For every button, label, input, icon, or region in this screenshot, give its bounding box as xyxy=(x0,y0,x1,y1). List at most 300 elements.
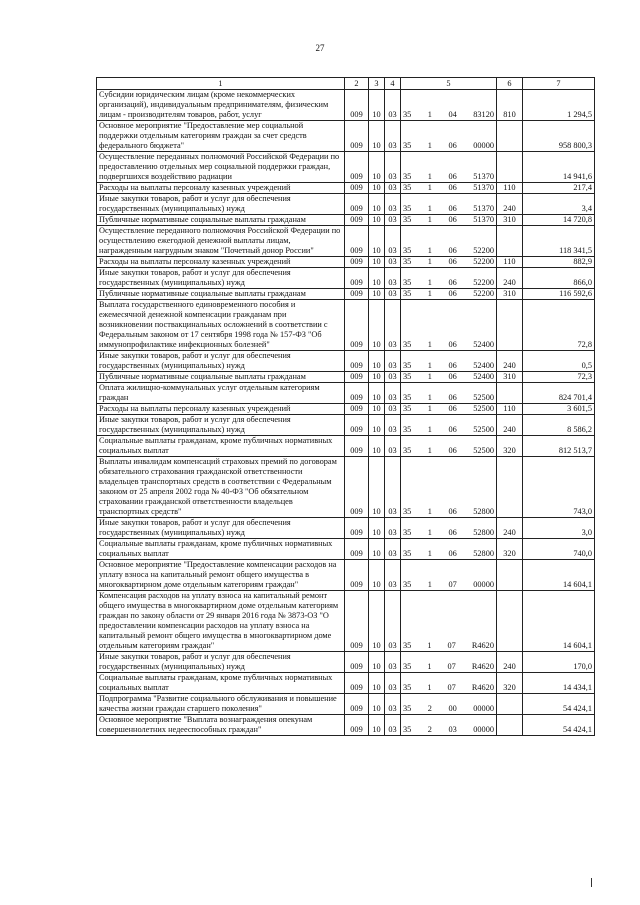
target-code-part: 35 xyxy=(403,393,412,402)
amount-cell: 116 592,6 xyxy=(523,289,595,300)
code-cell-target xyxy=(401,351,497,372)
target-code-part: 2 xyxy=(427,725,432,734)
target-code-part: 1 xyxy=(427,549,432,558)
code-cell-admin: 009 xyxy=(345,560,369,591)
target-code-part: 06 xyxy=(448,425,457,434)
table-row xyxy=(97,268,595,289)
target-code-part: 51370 xyxy=(473,172,494,181)
row-name-cell: Подпрограмма "Развитие социального обслуживания и повышение качества жизни граждан старшего поколения" xyxy=(97,694,345,715)
target-code-part: 1 xyxy=(427,372,432,381)
code-cell-subsection: 03 xyxy=(385,591,401,652)
code-cell-section: 10 xyxy=(369,457,385,518)
column-header: 4 xyxy=(385,78,401,90)
target-code-part: 35 xyxy=(403,528,412,537)
row-name-cell: Основное мероприятие "Выплата вознаграждения опекунам совершеннолетних недееспособных граждан" xyxy=(97,715,345,736)
code-cell-expense-type: 240 xyxy=(497,652,523,673)
row-name-cell: Иные закупки товаров, работ и услуг для обеспечения государственных (муниципальных) нужд xyxy=(97,268,345,289)
row-name-cell: Расходы на выплаты персоналу казенных учреждений xyxy=(97,404,345,415)
code-cell-expense-type xyxy=(497,152,523,183)
code-cell-section: 10 xyxy=(369,415,385,436)
code-cell-target xyxy=(401,226,497,257)
target-code-part: 35 xyxy=(403,580,412,589)
target-code-part: 52500 xyxy=(473,404,494,413)
target-code-part: 1 xyxy=(427,425,432,434)
table-row xyxy=(97,300,595,351)
target-code-part: 35 xyxy=(403,361,412,370)
row-name-cell: Иные закупки товаров, работ и услуг для обеспечения государственных (муниципальных) нужд xyxy=(97,652,345,673)
target-code-parts xyxy=(403,507,494,517)
amount-cell: 824 701,4 xyxy=(523,383,595,404)
code-cell-target xyxy=(401,183,497,194)
code-cell-expense-type: 110 xyxy=(497,404,523,415)
target-code-part: 06 xyxy=(448,289,457,298)
column-header: 3 xyxy=(369,78,385,90)
code-cell-admin: 009 xyxy=(345,121,369,152)
table-row xyxy=(97,289,595,300)
target-code-part: 35 xyxy=(403,246,412,255)
code-cell-subsection: 03 xyxy=(385,121,401,152)
code-cell-subsection: 03 xyxy=(385,152,401,183)
amount-cell: 14 434,1 xyxy=(523,673,595,694)
target-code-part: 35 xyxy=(403,141,412,150)
target-code-part: R4620 xyxy=(471,683,494,692)
target-code-part: 35 xyxy=(403,704,412,713)
code-cell-expense-type: 110 xyxy=(497,257,523,268)
table-header-row xyxy=(97,78,595,90)
code-cell-section: 10 xyxy=(369,518,385,539)
code-cell-section: 10 xyxy=(369,183,385,194)
code-cell-subsection: 03 xyxy=(385,560,401,591)
target-code-part: 06 xyxy=(448,215,457,224)
row-name-cell: Иные закупки товаров, работ и услуг для обеспечения государственных (муниципальных) нужд xyxy=(97,415,345,436)
code-cell-admin: 009 xyxy=(345,652,369,673)
code-cell-admin: 009 xyxy=(345,183,369,194)
code-cell-expense-type: 110 xyxy=(497,183,523,194)
target-code-part: 1 xyxy=(427,662,432,671)
table-row xyxy=(97,694,595,715)
code-cell-expense-type xyxy=(497,694,523,715)
page-edge-mark xyxy=(591,878,592,887)
code-cell-target xyxy=(401,652,497,673)
target-code-part: 1 xyxy=(427,641,432,650)
code-cell-subsection: 03 xyxy=(385,518,401,539)
target-code-parts xyxy=(403,528,494,538)
target-code-part: 35 xyxy=(403,183,412,192)
target-code-part: 00000 xyxy=(473,704,494,713)
target-code-part: 00000 xyxy=(473,580,494,589)
target-code-parts xyxy=(403,662,494,672)
amount-cell: 740,0 xyxy=(523,539,595,560)
target-code-part: 1 xyxy=(427,580,432,589)
code-cell-target xyxy=(401,560,497,591)
target-code-parts xyxy=(403,278,494,288)
target-code-part: 1 xyxy=(427,404,432,413)
target-code-part: 1 xyxy=(427,141,432,150)
code-cell-section: 10 xyxy=(369,300,385,351)
code-cell-section: 10 xyxy=(369,715,385,736)
code-cell-admin: 009 xyxy=(345,715,369,736)
target-code-parts xyxy=(403,446,494,456)
amount-cell: 14 604,1 xyxy=(523,591,595,652)
table-row xyxy=(97,90,595,121)
code-cell-subsection: 03 xyxy=(385,194,401,215)
target-code-part: 35 xyxy=(403,507,412,516)
target-code-part: 51370 xyxy=(473,215,494,224)
code-cell-admin: 009 xyxy=(345,289,369,300)
code-cell-expense-type: 310 xyxy=(497,372,523,383)
target-code-part: 35 xyxy=(403,683,412,692)
code-cell-target xyxy=(401,289,497,300)
target-code-part: 1 xyxy=(427,361,432,370)
code-cell-target xyxy=(401,694,497,715)
target-code-part: 52500 xyxy=(473,425,494,434)
code-cell-subsection: 03 xyxy=(385,715,401,736)
target-code-part: 1 xyxy=(427,340,432,349)
code-cell-target xyxy=(401,215,497,226)
amount-cell: 3,4 xyxy=(523,194,595,215)
target-code-part: 06 xyxy=(448,246,457,255)
target-code-part: 35 xyxy=(403,446,412,455)
target-code-part: 00 xyxy=(448,704,457,713)
code-cell-target xyxy=(401,715,497,736)
code-cell-expense-type: 240 xyxy=(497,268,523,289)
amount-cell: 217,4 xyxy=(523,183,595,194)
code-cell-section: 10 xyxy=(369,257,385,268)
target-code-part: 1 xyxy=(427,393,432,402)
code-cell-subsection: 03 xyxy=(385,415,401,436)
target-code-part: 06 xyxy=(448,278,457,287)
amount-cell: 958 800,3 xyxy=(523,121,595,152)
column-header: 7 xyxy=(523,78,595,90)
target-code-parts xyxy=(403,110,494,120)
target-code-part: 51370 xyxy=(473,204,494,213)
row-name-cell: Компенсация расходов на уплату взноса на капитальный ремонт общего имущества в многоквартирном доме отдельным категориям граждан по закону области от 29 января 2016 года № 3873-ОЗ "О предоставлении компенсации расходов на уплату взноса на капитальный ремонт общего имущества в многоквартирном доме отдельным категориям граждан" xyxy=(97,591,345,652)
target-code-parts xyxy=(403,549,494,559)
target-code-part: 52200 xyxy=(473,246,494,255)
row-name-cell: Социальные выплаты гражданам, кроме публичных нормативных социальных выплат xyxy=(97,436,345,457)
code-cell-section: 10 xyxy=(369,351,385,372)
row-name-cell: Основное мероприятие "Предоставление мер социальной поддержки отдельным категориям граждан за счет средств федерального бюджета" xyxy=(97,121,345,152)
target-code-part: 35 xyxy=(403,340,412,349)
code-cell-admin: 009 xyxy=(345,90,369,121)
code-cell-subsection: 03 xyxy=(385,257,401,268)
amount-cell: 866,0 xyxy=(523,268,595,289)
row-name-cell: Осуществление переданного полномочия Российской Федерации по осуществлению ежегодной денежной выплаты лицам, награжденным нагрудным знаком "Почетный донор России" xyxy=(97,226,345,257)
target-code-part: 06 xyxy=(448,361,457,370)
target-code-part: 35 xyxy=(403,172,412,181)
code-cell-admin: 009 xyxy=(345,404,369,415)
code-cell-subsection: 03 xyxy=(385,372,401,383)
amount-cell: 743,0 xyxy=(523,457,595,518)
code-cell-target xyxy=(401,257,497,268)
target-code-part: 83120 xyxy=(473,110,494,119)
target-code-part: 06 xyxy=(448,204,457,213)
target-code-part: 35 xyxy=(403,641,412,650)
amount-cell: 812 513,7 xyxy=(523,436,595,457)
code-cell-target xyxy=(401,300,497,351)
code-cell-section: 10 xyxy=(369,694,385,715)
target-code-part: 07 xyxy=(448,580,457,589)
table-row xyxy=(97,457,595,518)
code-cell-admin: 009 xyxy=(345,457,369,518)
target-code-part: 35 xyxy=(403,725,412,734)
code-cell-section: 10 xyxy=(369,673,385,694)
amount-cell: 1 294,5 xyxy=(523,90,595,121)
row-name-cell: Выплата государственного единовременного пособия и ежемесячной денежной компенсации гражданам при возникновении поствакцинальных осложнений в соответствии с Федеральным законом от 17 сентября 1998 года № 157-ФЗ "Об иммунопрофилактике инфекционных болезней" xyxy=(97,300,345,351)
target-code-part: R4620 xyxy=(471,662,494,671)
amount-cell: 0,5 xyxy=(523,351,595,372)
table-row xyxy=(97,436,595,457)
code-cell-target xyxy=(401,383,497,404)
target-code-part: 35 xyxy=(403,425,412,434)
code-cell-subsection: 03 xyxy=(385,351,401,372)
target-code-part: 1 xyxy=(427,172,432,181)
target-code-part: 04 xyxy=(448,110,457,119)
target-code-parts xyxy=(403,340,494,350)
page-number: 27 xyxy=(315,43,325,53)
table-row xyxy=(97,652,595,673)
code-cell-target xyxy=(401,268,497,289)
column-header: 5 xyxy=(401,78,497,90)
amount-cell: 72,8 xyxy=(523,300,595,351)
target-code-part: 35 xyxy=(403,215,412,224)
target-code-part: 1 xyxy=(427,257,432,266)
code-cell-expense-type: 240 xyxy=(497,415,523,436)
table-row xyxy=(97,215,595,226)
code-cell-admin: 009 xyxy=(345,436,369,457)
code-cell-section: 10 xyxy=(369,215,385,226)
code-cell-expense-type: 310 xyxy=(497,215,523,226)
row-name-cell: Выплаты инвалидам компенсаций страховых премий по договорам обязательного страхования гражданской ответственности владельцев транспортных средств в соответствии с Федеральным законом от 25 апреля 2002 года № 40-ФЗ "Об обязательном страховании гражданской ответственности владельцев транспортных средств" xyxy=(97,457,345,518)
target-code-part: 06 xyxy=(448,549,457,558)
target-code-part: 52200 xyxy=(473,289,494,298)
row-name-cell: Публичные нормативные социальные выплаты гражданам xyxy=(97,215,345,226)
target-code-part: 1 xyxy=(427,183,432,192)
table-row xyxy=(97,183,595,194)
target-code-part: 1 xyxy=(427,507,432,516)
target-code-parts xyxy=(403,215,494,225)
code-cell-subsection: 03 xyxy=(385,268,401,289)
code-cell-expense-type xyxy=(497,560,523,591)
code-cell-expense-type: 240 xyxy=(497,351,523,372)
code-cell-target xyxy=(401,372,497,383)
target-code-part: 06 xyxy=(448,372,457,381)
target-code-part: 00000 xyxy=(473,725,494,734)
amount-cell: 3,0 xyxy=(523,518,595,539)
amount-cell: 14 604,1 xyxy=(523,560,595,591)
code-cell-admin: 009 xyxy=(345,673,369,694)
table-row xyxy=(97,518,595,539)
row-name-cell: Расходы на выплаты персоналу казенных учреждений xyxy=(97,257,345,268)
code-cell-expense-type xyxy=(497,300,523,351)
code-cell-expense-type xyxy=(497,457,523,518)
row-name-cell: Основное мероприятие "Предоставление компенсации расходов на уплату взноса на капитальный ремонт общего имущества в многоквартирном доме отдельным категориям граждан" xyxy=(97,560,345,591)
target-code-part: 52200 xyxy=(473,278,494,287)
code-cell-target xyxy=(401,591,497,652)
target-code-parts xyxy=(403,683,494,693)
code-cell-section: 10 xyxy=(369,289,385,300)
target-code-parts xyxy=(403,372,494,382)
target-code-part: 06 xyxy=(448,340,457,349)
table-row xyxy=(97,591,595,652)
code-cell-target xyxy=(401,539,497,560)
target-code-parts xyxy=(403,246,494,256)
code-cell-subsection: 03 xyxy=(385,90,401,121)
code-cell-section: 10 xyxy=(369,560,385,591)
amount-cell: 72,3 xyxy=(523,372,595,383)
target-code-part: 35 xyxy=(403,404,412,413)
row-name-cell: Оплата жилищно-коммунальных услуг отдельным категориям граждан xyxy=(97,383,345,404)
code-cell-target xyxy=(401,152,497,183)
code-cell-subsection: 03 xyxy=(385,383,401,404)
target-code-part: 06 xyxy=(448,141,457,150)
target-code-parts xyxy=(403,393,494,403)
code-cell-subsection: 03 xyxy=(385,183,401,194)
code-cell-section: 10 xyxy=(369,121,385,152)
amount-cell: 170,0 xyxy=(523,652,595,673)
code-cell-target xyxy=(401,436,497,457)
target-code-part: 52500 xyxy=(473,393,494,402)
code-cell-admin: 009 xyxy=(345,591,369,652)
table-row xyxy=(97,673,595,694)
amount-cell: 14 941,6 xyxy=(523,152,595,183)
target-code-part: R4620 xyxy=(471,641,494,650)
target-code-part: 2 xyxy=(427,704,432,713)
code-cell-admin: 009 xyxy=(345,383,369,404)
code-cell-subsection: 03 xyxy=(385,289,401,300)
target-code-part: 07 xyxy=(447,683,456,692)
budget-table xyxy=(96,77,595,736)
table-row xyxy=(97,121,595,152)
code-cell-target xyxy=(401,415,497,436)
code-cell-admin: 009 xyxy=(345,351,369,372)
row-name-cell: Иные закупки товаров, работ и услуг для обеспечения государственных (муниципальных) нужд xyxy=(97,518,345,539)
target-code-part: 1 xyxy=(427,446,432,455)
target-code-parts xyxy=(403,404,494,414)
target-code-parts xyxy=(403,141,494,151)
target-code-part: 52800 xyxy=(473,507,494,516)
table-row xyxy=(97,372,595,383)
code-cell-admin: 009 xyxy=(345,194,369,215)
target-code-part: 52800 xyxy=(473,549,494,558)
code-cell-target xyxy=(401,121,497,152)
column-header: 1 xyxy=(97,78,345,90)
code-cell-subsection: 03 xyxy=(385,436,401,457)
code-cell-expense-type: 240 xyxy=(497,518,523,539)
code-cell-section: 10 xyxy=(369,539,385,560)
code-cell-subsection: 03 xyxy=(385,673,401,694)
target-code-parts xyxy=(403,204,494,214)
amount-cell: 118 341,5 xyxy=(523,226,595,257)
target-code-parts xyxy=(403,641,494,651)
code-cell-subsection: 03 xyxy=(385,300,401,351)
code-cell-admin: 009 xyxy=(345,415,369,436)
code-cell-expense-type xyxy=(497,715,523,736)
target-code-part: 1 xyxy=(427,204,432,213)
code-cell-subsection: 03 xyxy=(385,457,401,518)
code-cell-target xyxy=(401,404,497,415)
target-code-part: 1 xyxy=(427,110,432,119)
target-code-part: 06 xyxy=(448,393,457,402)
target-code-part: 35 xyxy=(403,372,412,381)
target-code-part: 1 xyxy=(427,528,432,537)
target-code-part: 06 xyxy=(448,257,457,266)
target-code-part: 52500 xyxy=(473,446,494,455)
code-cell-subsection: 03 xyxy=(385,694,401,715)
target-code-part: 06 xyxy=(448,183,457,192)
amount-cell: 14 720,8 xyxy=(523,215,595,226)
target-code-part: 1 xyxy=(427,215,432,224)
code-cell-target xyxy=(401,673,497,694)
target-code-part: 51370 xyxy=(473,183,494,192)
target-code-parts xyxy=(403,704,494,714)
target-code-parts xyxy=(403,580,494,590)
table-row xyxy=(97,226,595,257)
target-code-parts xyxy=(403,257,494,267)
code-cell-admin: 009 xyxy=(345,518,369,539)
target-code-part: 1 xyxy=(427,246,432,255)
amount-cell: 54 424,1 xyxy=(523,694,595,715)
code-cell-expense-type xyxy=(497,226,523,257)
target-code-part: 06 xyxy=(448,404,457,413)
code-cell-admin: 009 xyxy=(345,372,369,383)
code-cell-admin: 009 xyxy=(345,268,369,289)
row-name-cell: Социальные выплаты гражданам, кроме публичных нормативных социальных выплат xyxy=(97,673,345,694)
target-code-part: 06 xyxy=(448,528,457,537)
code-cell-expense-type: 320 xyxy=(497,436,523,457)
target-code-parts xyxy=(403,289,494,299)
code-cell-expense-type: 810 xyxy=(497,90,523,121)
code-cell-expense-type xyxy=(497,591,523,652)
target-code-part: 07 xyxy=(447,641,456,650)
code-cell-section: 10 xyxy=(369,404,385,415)
target-code-parts xyxy=(403,425,494,435)
table-row xyxy=(97,560,595,591)
code-cell-section: 10 xyxy=(369,652,385,673)
amount-cell: 3 601,5 xyxy=(523,404,595,415)
row-name-cell: Субсидии юридическим лицам (кроме некоммерческих организаций), индивидуальным предпринимателям, физическим лицам - производителям товаров, работ, услуг xyxy=(97,90,345,121)
code-cell-section: 10 xyxy=(369,226,385,257)
target-code-parts xyxy=(403,172,494,182)
code-cell-subsection: 03 xyxy=(385,404,401,415)
target-code-part: 1 xyxy=(427,683,432,692)
code-cell-section: 10 xyxy=(369,372,385,383)
target-code-part: 1 xyxy=(427,278,432,287)
code-cell-expense-type: 310 xyxy=(497,289,523,300)
table-row xyxy=(97,383,595,404)
target-code-part: 52800 xyxy=(473,528,494,537)
amount-cell: 54 424,1 xyxy=(523,715,595,736)
code-cell-expense-type: 320 xyxy=(497,539,523,560)
code-cell-admin: 009 xyxy=(345,694,369,715)
table-row xyxy=(97,404,595,415)
code-cell-admin: 009 xyxy=(345,257,369,268)
amount-cell: 8 586,2 xyxy=(523,415,595,436)
column-header: 2 xyxy=(345,78,369,90)
target-code-part: 52400 xyxy=(473,340,494,349)
table-row xyxy=(97,257,595,268)
table-row xyxy=(97,715,595,736)
code-cell-expense-type xyxy=(497,121,523,152)
row-name-cell: Социальные выплаты гражданам, кроме публичных нормативных социальных выплат xyxy=(97,539,345,560)
target-code-part: 35 xyxy=(403,204,412,213)
code-cell-admin: 009 xyxy=(345,539,369,560)
code-cell-admin: 009 xyxy=(345,226,369,257)
column-header: 6 xyxy=(497,78,523,90)
row-name-cell: Расходы на выплаты персоналу казенных учреждений xyxy=(97,183,345,194)
code-cell-section: 10 xyxy=(369,383,385,404)
code-cell-subsection: 03 xyxy=(385,539,401,560)
